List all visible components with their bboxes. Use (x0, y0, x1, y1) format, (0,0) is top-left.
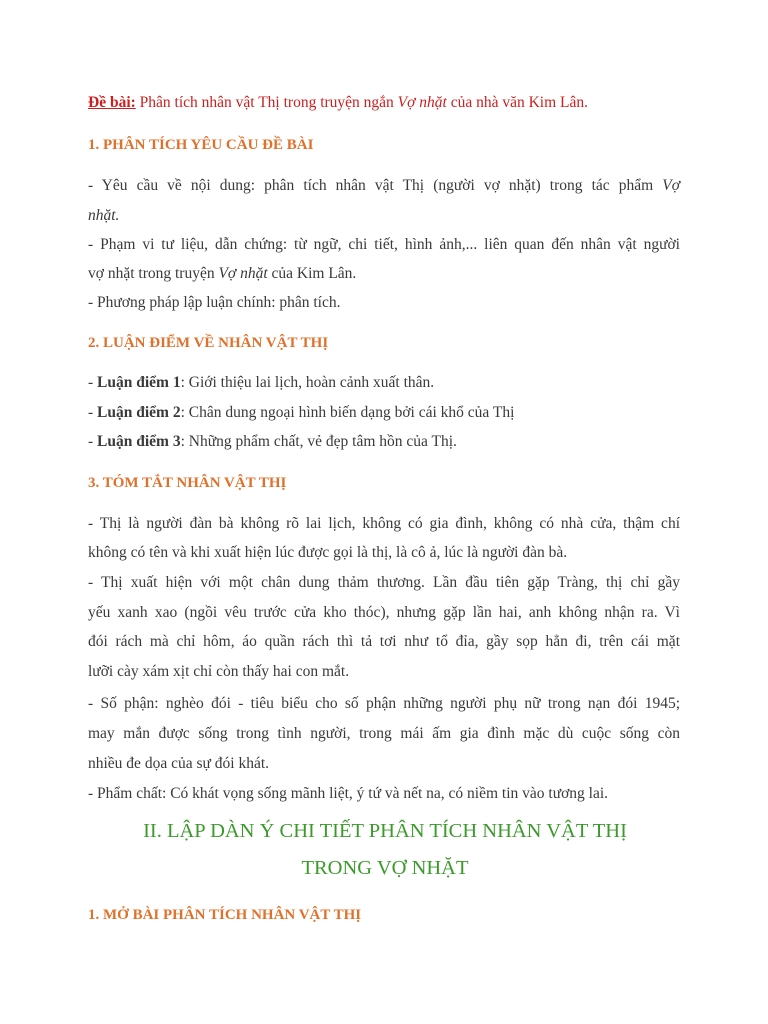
part-2-title-line-1: II. LẬP DÀN Ý CHI TIẾT PHÂN TÍCH NHÂN VẬT THỊ (143, 820, 627, 842)
summary-line: may mắn được sống trong tình người, trong mái ấm gia đình mặc dù cuộc sống còn (88, 725, 680, 742)
summary-line: - Thị là người đàn bà không rõ lai lịch, không có gia đình, không có nhà cửa, thậm chí (88, 515, 680, 532)
summary-line: nhiều đe dọa của sự đói khát. (88, 755, 270, 772)
thesis-label: Luận điểm 1 (97, 374, 181, 391)
thesis-dash: - (88, 433, 98, 450)
thesis-dash: - (88, 374, 98, 391)
work-title: Vợ nhặt (397, 94, 447, 111)
section-3-heading: 3. TÓM TẮT NHÂN VẬT THỊ (88, 475, 287, 491)
section-1-italic: nhặt. (88, 207, 120, 224)
section-1-line (88, 171, 680, 201)
summary-line: - Thị xuất hiện với một chân dung thảm thương. Lần đầu tiên gặp Tràng, thị chỉ gầy (88, 574, 680, 591)
section-1-heading: 1. PHÂN TÍCH YÊU CẦU ĐỀ BÀI (88, 137, 314, 153)
section-1-text: - Yêu cầu về nội dung: phân tích nhân vật Thị (người vợ nhặt) trong tác phẩm (88, 177, 663, 194)
prompt-text-end: của nhà văn Kim Lân. (446, 94, 589, 111)
section-1-italic: Vợ nhặt (218, 265, 268, 282)
section-1-line: - Phương pháp lập luận chính: phân tích. (88, 294, 341, 311)
thesis-dash: - (88, 404, 98, 421)
assignment-prompt (88, 88, 680, 118)
part-2-title-line-2: TRONG VỢ NHẶT (301, 857, 469, 879)
summary-line: - Số phận: nghèo đói - tiêu biểu cho số phận những người phụ nữ trong nạn đói 1945; (88, 695, 680, 712)
section-1-line (88, 259, 680, 289)
summary-line: không có tên và khi xuất hiện lúc được gọi là thị, là cô ả, lúc là người đàn bà. (88, 544, 568, 561)
thesis-text: : Những phẩm chất, vẻ đẹp tâm hồn của Thị. (180, 433, 457, 450)
thesis-label: Luận điểm 3 (97, 433, 181, 450)
section-2-heading: 2. LUẬN ĐIỂM VỀ NHÂN VẬT THỊ (88, 335, 329, 351)
summary-line: - Phẩm chất: Có khát vọng sống mãnh liệt, ý tứ và nết na, có niềm tin vào tương lai. (88, 785, 609, 802)
thesis-item (88, 368, 680, 398)
thesis-text: : Chân dung ngoại hình biến dạng bởi cái khổ của Thị (180, 404, 515, 421)
section-1-italic: Vợ (662, 177, 680, 194)
section-1-text: của Kim Lân. (267, 265, 357, 282)
section-1-line: - Phạm vi tư liệu, dẫn chứng: từ ngữ, chi tiết, hình ảnh,... liên quan đến nhân vật người (88, 236, 680, 253)
section-1-text: vợ nhặt trong truyện (88, 265, 219, 282)
thesis-item (88, 398, 680, 428)
prompt-text: Phân tích nhân vật Thị trong truyện ngắn (135, 94, 398, 111)
thesis-label: Luận điểm 2 (97, 404, 181, 421)
thesis-text: : Giới thiệu lai lịch, hoàn cảnh xuất thân. (180, 374, 435, 391)
prompt-label: Đề bài: (88, 94, 136, 111)
thesis-item (88, 427, 680, 457)
section-1-line (88, 201, 680, 231)
summary-line: yếu xanh xao (ngồi vêu trước cửa kho thóc), nhưng gặp lần hai, anh không nhận ra. Vì (88, 604, 680, 621)
summary-line: đói rách mà chỉ hôm, áo quần rách thì tả tơi như tổ đỉa, gầy sọp hẳn đi, trên cái mặt (88, 633, 680, 650)
intro-heading: 1. MỞ BÀI PHÂN TÍCH NHÂN VẬT THỊ (88, 907, 362, 923)
summary-line: lưỡi cày xám xịt chỉ còn thấy hai con mắt. (88, 663, 350, 680)
